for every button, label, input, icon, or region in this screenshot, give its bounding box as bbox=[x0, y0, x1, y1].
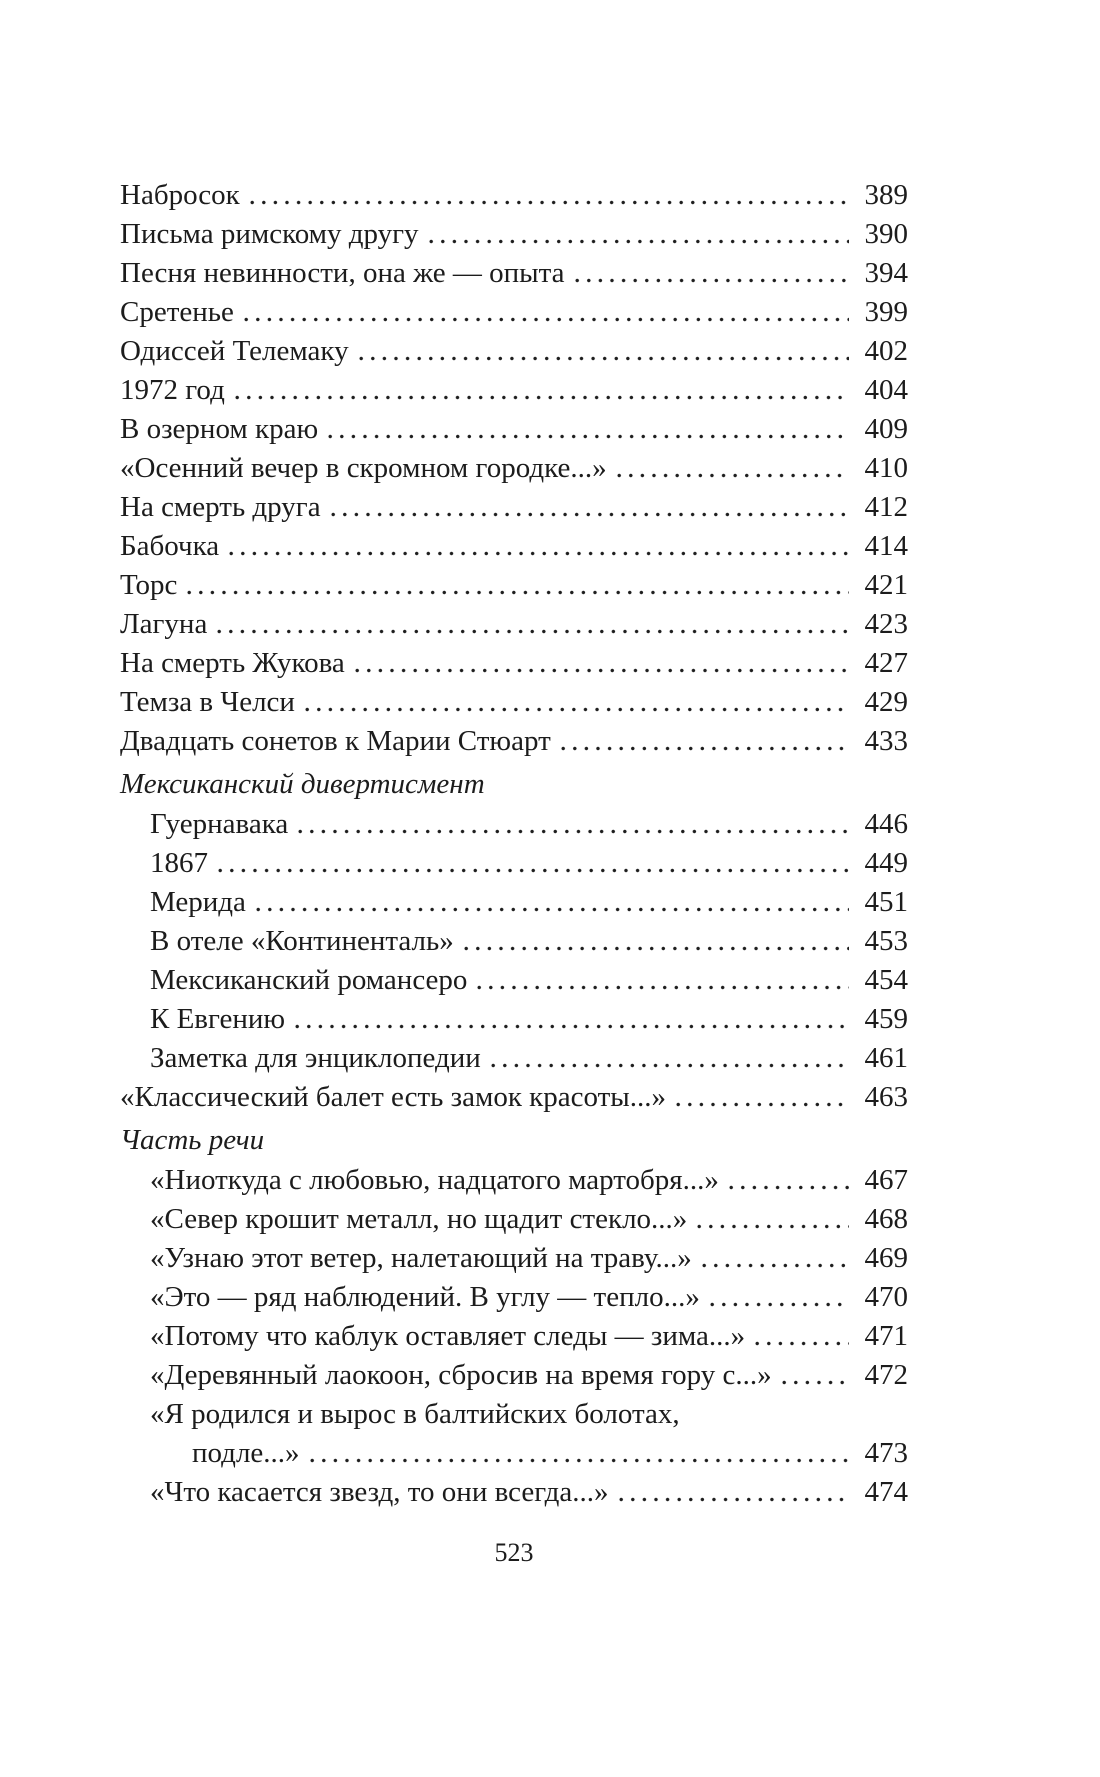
toc-entry bbox=[120, 683, 908, 722]
toc-entry bbox=[120, 527, 908, 566]
dot-leader bbox=[310, 1458, 849, 1463]
toc-entry-page-number: 421 bbox=[864, 569, 908, 601]
toc-entry-page-number: 469 bbox=[864, 1242, 908, 1274]
dot-leader bbox=[298, 829, 849, 834]
toc-entry-title: «Что касается звезд, то они всегда...» bbox=[150, 1476, 609, 1508]
dot-leader bbox=[729, 1185, 849, 1190]
dot-leader bbox=[429, 239, 849, 244]
toc-entry-title: Темза в Челси bbox=[120, 686, 295, 718]
toc-entry-page-number: 389 bbox=[864, 179, 908, 211]
dot-leader bbox=[217, 629, 849, 634]
toc-entry-page-number: 459 bbox=[864, 1003, 908, 1035]
toc-entry-title: «Я родился и вырос в балтийских болотах, bbox=[150, 1398, 680, 1430]
dot-leader bbox=[187, 590, 849, 595]
toc-entry-page-number: 433 bbox=[864, 725, 908, 757]
toc-entry bbox=[120, 293, 908, 332]
page-number: 523 bbox=[494, 1538, 534, 1567]
toc-entry-page-number: 410 bbox=[864, 452, 908, 484]
toc-entry-page-number: 390 bbox=[864, 218, 908, 250]
toc-entry bbox=[120, 883, 908, 922]
dot-leader bbox=[477, 985, 849, 990]
toc-entry bbox=[120, 449, 908, 488]
dot-leader bbox=[328, 434, 849, 439]
toc-entry-title: «Классический балет есть замок красоты...» bbox=[120, 1081, 667, 1113]
toc-entry-title: На смерть друга bbox=[120, 491, 321, 523]
toc-entry-title: В озерном краю bbox=[120, 413, 319, 445]
toc-entry-title: На смерть Жукова bbox=[120, 647, 345, 679]
dot-leader bbox=[244, 317, 849, 322]
toc-entry-page-number: 470 bbox=[864, 1281, 908, 1313]
toc-entry bbox=[120, 805, 908, 844]
toc-entry bbox=[120, 1356, 908, 1395]
toc-entry-title: «Это — ряд наблюдений. В углу — тепло...» bbox=[150, 1281, 700, 1313]
toc-entry bbox=[120, 605, 908, 644]
toc-entry-title: Одиссей Телемаку bbox=[120, 335, 349, 367]
toc-entry-title: 1972 год bbox=[120, 374, 225, 406]
toc-entry-title: Мерида bbox=[150, 886, 246, 918]
toc-entry-title: Сретенье bbox=[120, 296, 234, 328]
toc-entry-title: Торс bbox=[120, 569, 178, 601]
toc-entry-title: Мексиканский романсеро bbox=[150, 964, 468, 996]
toc-entry-title: Набросок bbox=[120, 179, 240, 211]
dot-leader bbox=[355, 668, 849, 673]
toc-entry-title: Заметка для энциклопедии bbox=[150, 1042, 481, 1074]
toc-entry bbox=[120, 1317, 908, 1356]
dot-leader bbox=[218, 868, 849, 873]
toc-entry-page-number: 468 bbox=[864, 1203, 908, 1235]
toc-entry-title: «Деревянный лаокоон, сбросив на время гору с...» bbox=[150, 1359, 772, 1391]
dot-leader bbox=[755, 1341, 849, 1346]
toc-entry bbox=[120, 1200, 908, 1239]
toc-section-title: Часть речи bbox=[120, 1124, 265, 1156]
dot-leader bbox=[702, 1263, 849, 1268]
toc-entry-page-number: 414 bbox=[864, 530, 908, 562]
toc-entry-page-number: 463 bbox=[864, 1081, 908, 1113]
toc-entry-page-number: 427 bbox=[864, 647, 908, 679]
toc-entry bbox=[120, 1473, 908, 1512]
toc-entry-page-number: 467 bbox=[864, 1164, 908, 1196]
toc-entry-title: «Узнаю этот ветер, налетающий на траву...» bbox=[150, 1242, 692, 1274]
dot-leader bbox=[305, 707, 849, 712]
toc-entry-page-number: 404 bbox=[864, 374, 908, 406]
dot-leader bbox=[617, 473, 849, 478]
toc-entry-title: В отеле «Континенталь» bbox=[150, 925, 454, 957]
toc-entry bbox=[120, 371, 908, 410]
toc-entry-page-number: 402 bbox=[864, 335, 908, 367]
dot-leader bbox=[619, 1497, 849, 1502]
dot-leader bbox=[561, 746, 849, 751]
toc-entry bbox=[120, 644, 908, 683]
dot-leader bbox=[491, 1063, 849, 1068]
dot-leader bbox=[464, 946, 849, 951]
toc-entry-title: Двадцать сонетов к Марии Стюарт bbox=[120, 725, 551, 757]
toc-entry bbox=[120, 332, 908, 371]
dot-leader bbox=[256, 907, 849, 912]
toc-entry-title: Песня невинности, она же — опыта bbox=[120, 257, 565, 289]
toc-entry-page-number: 412 bbox=[864, 491, 908, 523]
toc-entry bbox=[120, 1161, 908, 1200]
dot-leader bbox=[229, 551, 849, 556]
toc-entry bbox=[120, 961, 908, 1000]
toc-entry-page-number: 474 bbox=[864, 1476, 908, 1508]
toc-entry-page-number: 451 bbox=[864, 886, 908, 918]
toc-entry-title: Письма римскому другу bbox=[120, 218, 419, 250]
toc-entry-page-number: 423 bbox=[864, 608, 908, 640]
toc-section-heading bbox=[120, 1121, 908, 1160]
toc-entry bbox=[120, 922, 908, 961]
dot-leader bbox=[697, 1224, 849, 1229]
toc-entry-page-number: 461 bbox=[864, 1042, 908, 1074]
toc-entry-title: «Ниоткуда с любовью, надцатого мартобря...» bbox=[150, 1164, 719, 1196]
toc-entry bbox=[120, 410, 908, 449]
toc-entry bbox=[120, 1239, 908, 1278]
toc-entry-page-number: 471 bbox=[864, 1320, 908, 1352]
toc-entry-page-number: 449 bbox=[864, 847, 908, 879]
dot-leader bbox=[710, 1302, 849, 1307]
toc-entry-page-number: 429 bbox=[864, 686, 908, 718]
toc-entry bbox=[120, 215, 908, 254]
toc-entry bbox=[120, 1039, 908, 1078]
toc-entry-title: «Потому что каблук оставляет следы — зима...» bbox=[150, 1320, 746, 1352]
toc-entry bbox=[120, 488, 908, 527]
toc-entry bbox=[120, 1000, 908, 1039]
toc-entry-page-number: 472 bbox=[864, 1359, 908, 1391]
toc-entry bbox=[120, 1278, 908, 1317]
toc-entry-page-number: 454 bbox=[864, 964, 908, 996]
toc-entry bbox=[120, 1078, 908, 1117]
toc-entry-page-number: 473 bbox=[864, 1437, 908, 1469]
dot-leader bbox=[235, 395, 849, 400]
dot-leader bbox=[676, 1102, 849, 1107]
toc-entry bbox=[120, 844, 908, 883]
toc-entry bbox=[120, 1434, 908, 1473]
toc-section-heading bbox=[120, 765, 908, 804]
dot-leader bbox=[250, 200, 849, 205]
toc-entry-title: 1867 bbox=[150, 847, 208, 879]
toc-entry-title: «Осенний вечер в скромном городке...» bbox=[120, 452, 607, 484]
toc-entry-title: подле...» bbox=[192, 1437, 300, 1469]
toc-section-title: Мексиканский дивертисмент bbox=[120, 768, 485, 800]
dot-leader bbox=[295, 1024, 849, 1029]
toc-entry-title: Гуернавака bbox=[150, 808, 289, 840]
toc-entry-title: К Евгению bbox=[150, 1003, 286, 1035]
toc-entry-page-number: 394 bbox=[864, 257, 908, 289]
toc-entry bbox=[120, 1395, 908, 1434]
toc-entry-page-number: 409 bbox=[864, 413, 908, 445]
toc-entry-page-number: 399 bbox=[864, 296, 908, 328]
dot-leader bbox=[331, 512, 849, 517]
toc-list bbox=[120, 176, 908, 1512]
toc-entry bbox=[120, 176, 908, 215]
toc-entry-page-number: 446 bbox=[864, 808, 908, 840]
dot-leader bbox=[359, 356, 849, 361]
toc-entry-title: Лагуна bbox=[120, 608, 208, 640]
dot-leader bbox=[782, 1380, 849, 1385]
toc-entry-title: Бабочка bbox=[120, 530, 220, 562]
dot-leader bbox=[575, 278, 849, 283]
toc-entry-title: «Север крошит металл, но щадит стекло...» bbox=[150, 1203, 688, 1235]
toc-entry bbox=[120, 722, 908, 761]
toc-entry-page-number: 453 bbox=[864, 925, 908, 957]
toc-entry bbox=[120, 566, 908, 605]
toc-entry bbox=[120, 254, 908, 293]
